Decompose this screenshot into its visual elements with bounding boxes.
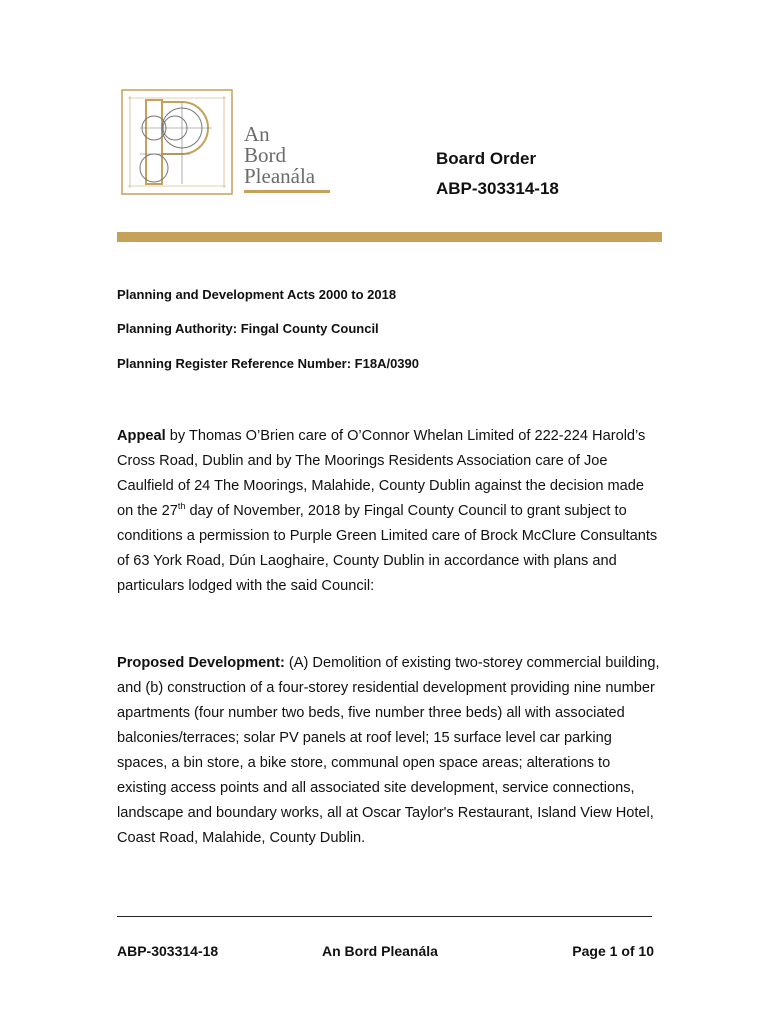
doc-type: Board Order (436, 149, 537, 168)
logo-wordmark (244, 124, 315, 187)
document-heading (436, 144, 559, 204)
footer-page-number: Page 1 of 10 (572, 943, 654, 959)
proposed-development-paragraph (117, 651, 662, 851)
footer-divider (117, 916, 652, 917)
logo-line-3: Pleanála (244, 164, 316, 188)
appeal-paragraph (117, 424, 662, 599)
acts-line: Planning and Development Acts 2000 to 2018 (117, 287, 397, 302)
authority-line: Planning Authority: Fingal County Council (117, 321, 379, 336)
appeal-label: Appeal (117, 428, 166, 444)
appeal-text-1: by Thomas O’Brien care of O’Connor Whelan Limited of 222-224 Harold’s Cross Road, Dublin and by The Moorings Residents Association care of Joe Caulfield of 24 The Moorings, Malahide, County Dublin against the decision made on the 27 (117, 428, 646, 519)
footer-reference: ABP-303314-18 (117, 943, 219, 959)
logo-line-2: Bord (244, 143, 286, 167)
appeal-sup: th (177, 501, 186, 512)
footer-organisation: An Bord Pleanála (322, 943, 438, 959)
logo-line-1: An (244, 122, 270, 146)
logo-underline (244, 190, 330, 193)
appeal-text-2: day of November, 2018 by Fingal County Council to grant subject to conditions a permission to Purple Green Limited care of Brock McClure Consultants of 63 York Road, Dún Laoghaire, County Dublin in accordance with plans and particulars lodged with the said Council: (117, 503, 658, 594)
doc-reference: ABP-303314-18 (436, 179, 559, 198)
register-line: Planning Register Reference Number: F18A/0390 (117, 356, 419, 371)
proposed-label: Proposed Development: (117, 655, 285, 671)
header-divider (117, 232, 662, 242)
proposed-text: (A) Demolition of existing two-storey commercial building, and (b) construction of a four-storey residential development providing nine number apartments (four number two beds, five number three beds) all with associated balconies/terraces; solar PV panels at roof level; 15 surface level car parking spaces, a bin store, a bike store, communal open space areas; alterations to existing access points and all associated site development, service connections, landscape and boundary works, all at Oscar Taylor's Restaurant, Island View Hotel, Coast Road, Malahide, County Dublin. (117, 655, 660, 846)
